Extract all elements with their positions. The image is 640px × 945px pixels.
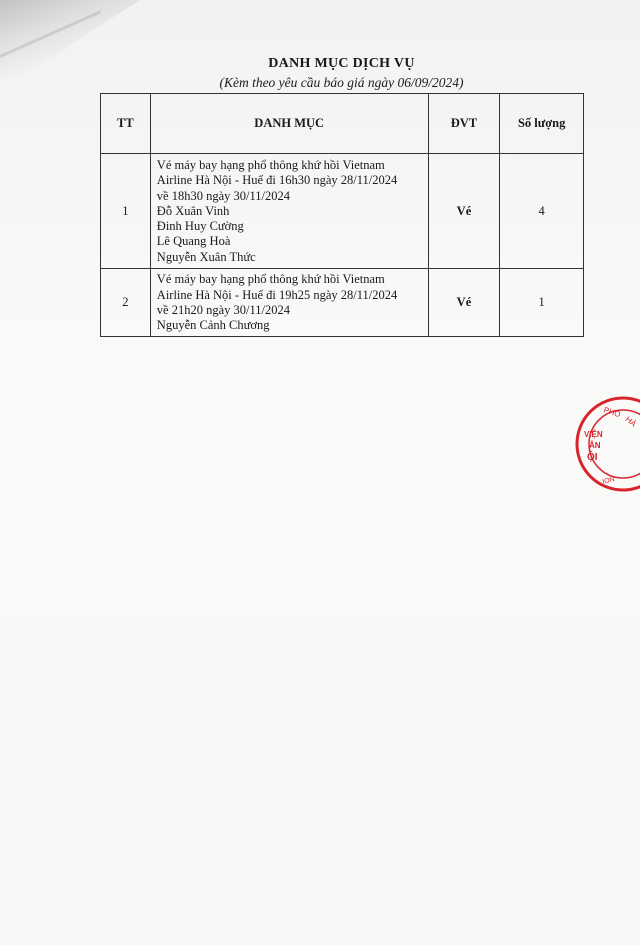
table-row bbox=[101, 154, 584, 269]
passenger-name: Đỗ Xuân Vinh bbox=[156, 203, 230, 218]
service-list-table bbox=[100, 93, 584, 337]
svg-text:VIỆN: VIỆN bbox=[584, 430, 603, 439]
document-subtitle: (Kèm theo yêu cầu báo giá ngày 06/09/2024) bbox=[219, 75, 464, 90]
header-danh-muc: DANH MỤC bbox=[150, 94, 428, 154]
description-line: về 18h30 ngày 30/11/2024 bbox=[156, 188, 290, 203]
row-number: 2 bbox=[101, 269, 151, 337]
svg-text:HÀ: HÀ bbox=[623, 414, 639, 429]
svg-text:ION: ION bbox=[601, 475, 616, 486]
row-unit: Vé bbox=[428, 154, 500, 269]
passenger-name: Đinh Huy Cường bbox=[156, 219, 244, 234]
passenger-name: Nguyễn Xuân Thức bbox=[156, 249, 256, 264]
description-line: Airline Hà Nội - Huế đi 16h30 ngày 28/11/2024 bbox=[156, 173, 398, 188]
header-tt: TT bbox=[101, 94, 151, 154]
svg-text:ỘI: ỘI bbox=[587, 452, 598, 463]
row-description bbox=[150, 269, 428, 337]
row-quantity: 1 bbox=[500, 269, 584, 337]
description-line: về 21h20 ngày 30/11/2024 bbox=[156, 303, 290, 317]
row-quantity: 4 bbox=[500, 154, 584, 269]
row-description bbox=[150, 154, 428, 269]
passenger-name: Nguyễn Cảnh Chương bbox=[156, 318, 270, 333]
row-number: 1 bbox=[101, 154, 151, 269]
description-line: Airline Hà Nội - Huế đi 19h25 ngày 28/11/2024 bbox=[156, 287, 398, 302]
document-title: DANH MỤC DỊCH VỤ bbox=[268, 56, 415, 71]
red-seal-stamp bbox=[573, 390, 640, 498]
passenger-name: Lê Quang Hoà bbox=[156, 234, 231, 249]
header-dvt: ĐVT bbox=[428, 94, 500, 154]
description-line: Vé máy bay hạng phổ thông khứ hồi Vietnam bbox=[156, 157, 385, 172]
table-header-row bbox=[101, 94, 584, 154]
header-so-luong: Số lượng bbox=[500, 94, 584, 154]
svg-text:PHỐ: PHỐ bbox=[602, 405, 622, 420]
description-line: Vé máy bay hạng phổ thông khứ hồi Vietnam bbox=[156, 272, 385, 287]
row-unit: Vé bbox=[428, 269, 500, 337]
svg-text:ÂN: ÂN bbox=[589, 441, 601, 450]
table-row bbox=[101, 269, 584, 337]
seal-graphic bbox=[573, 390, 640, 498]
